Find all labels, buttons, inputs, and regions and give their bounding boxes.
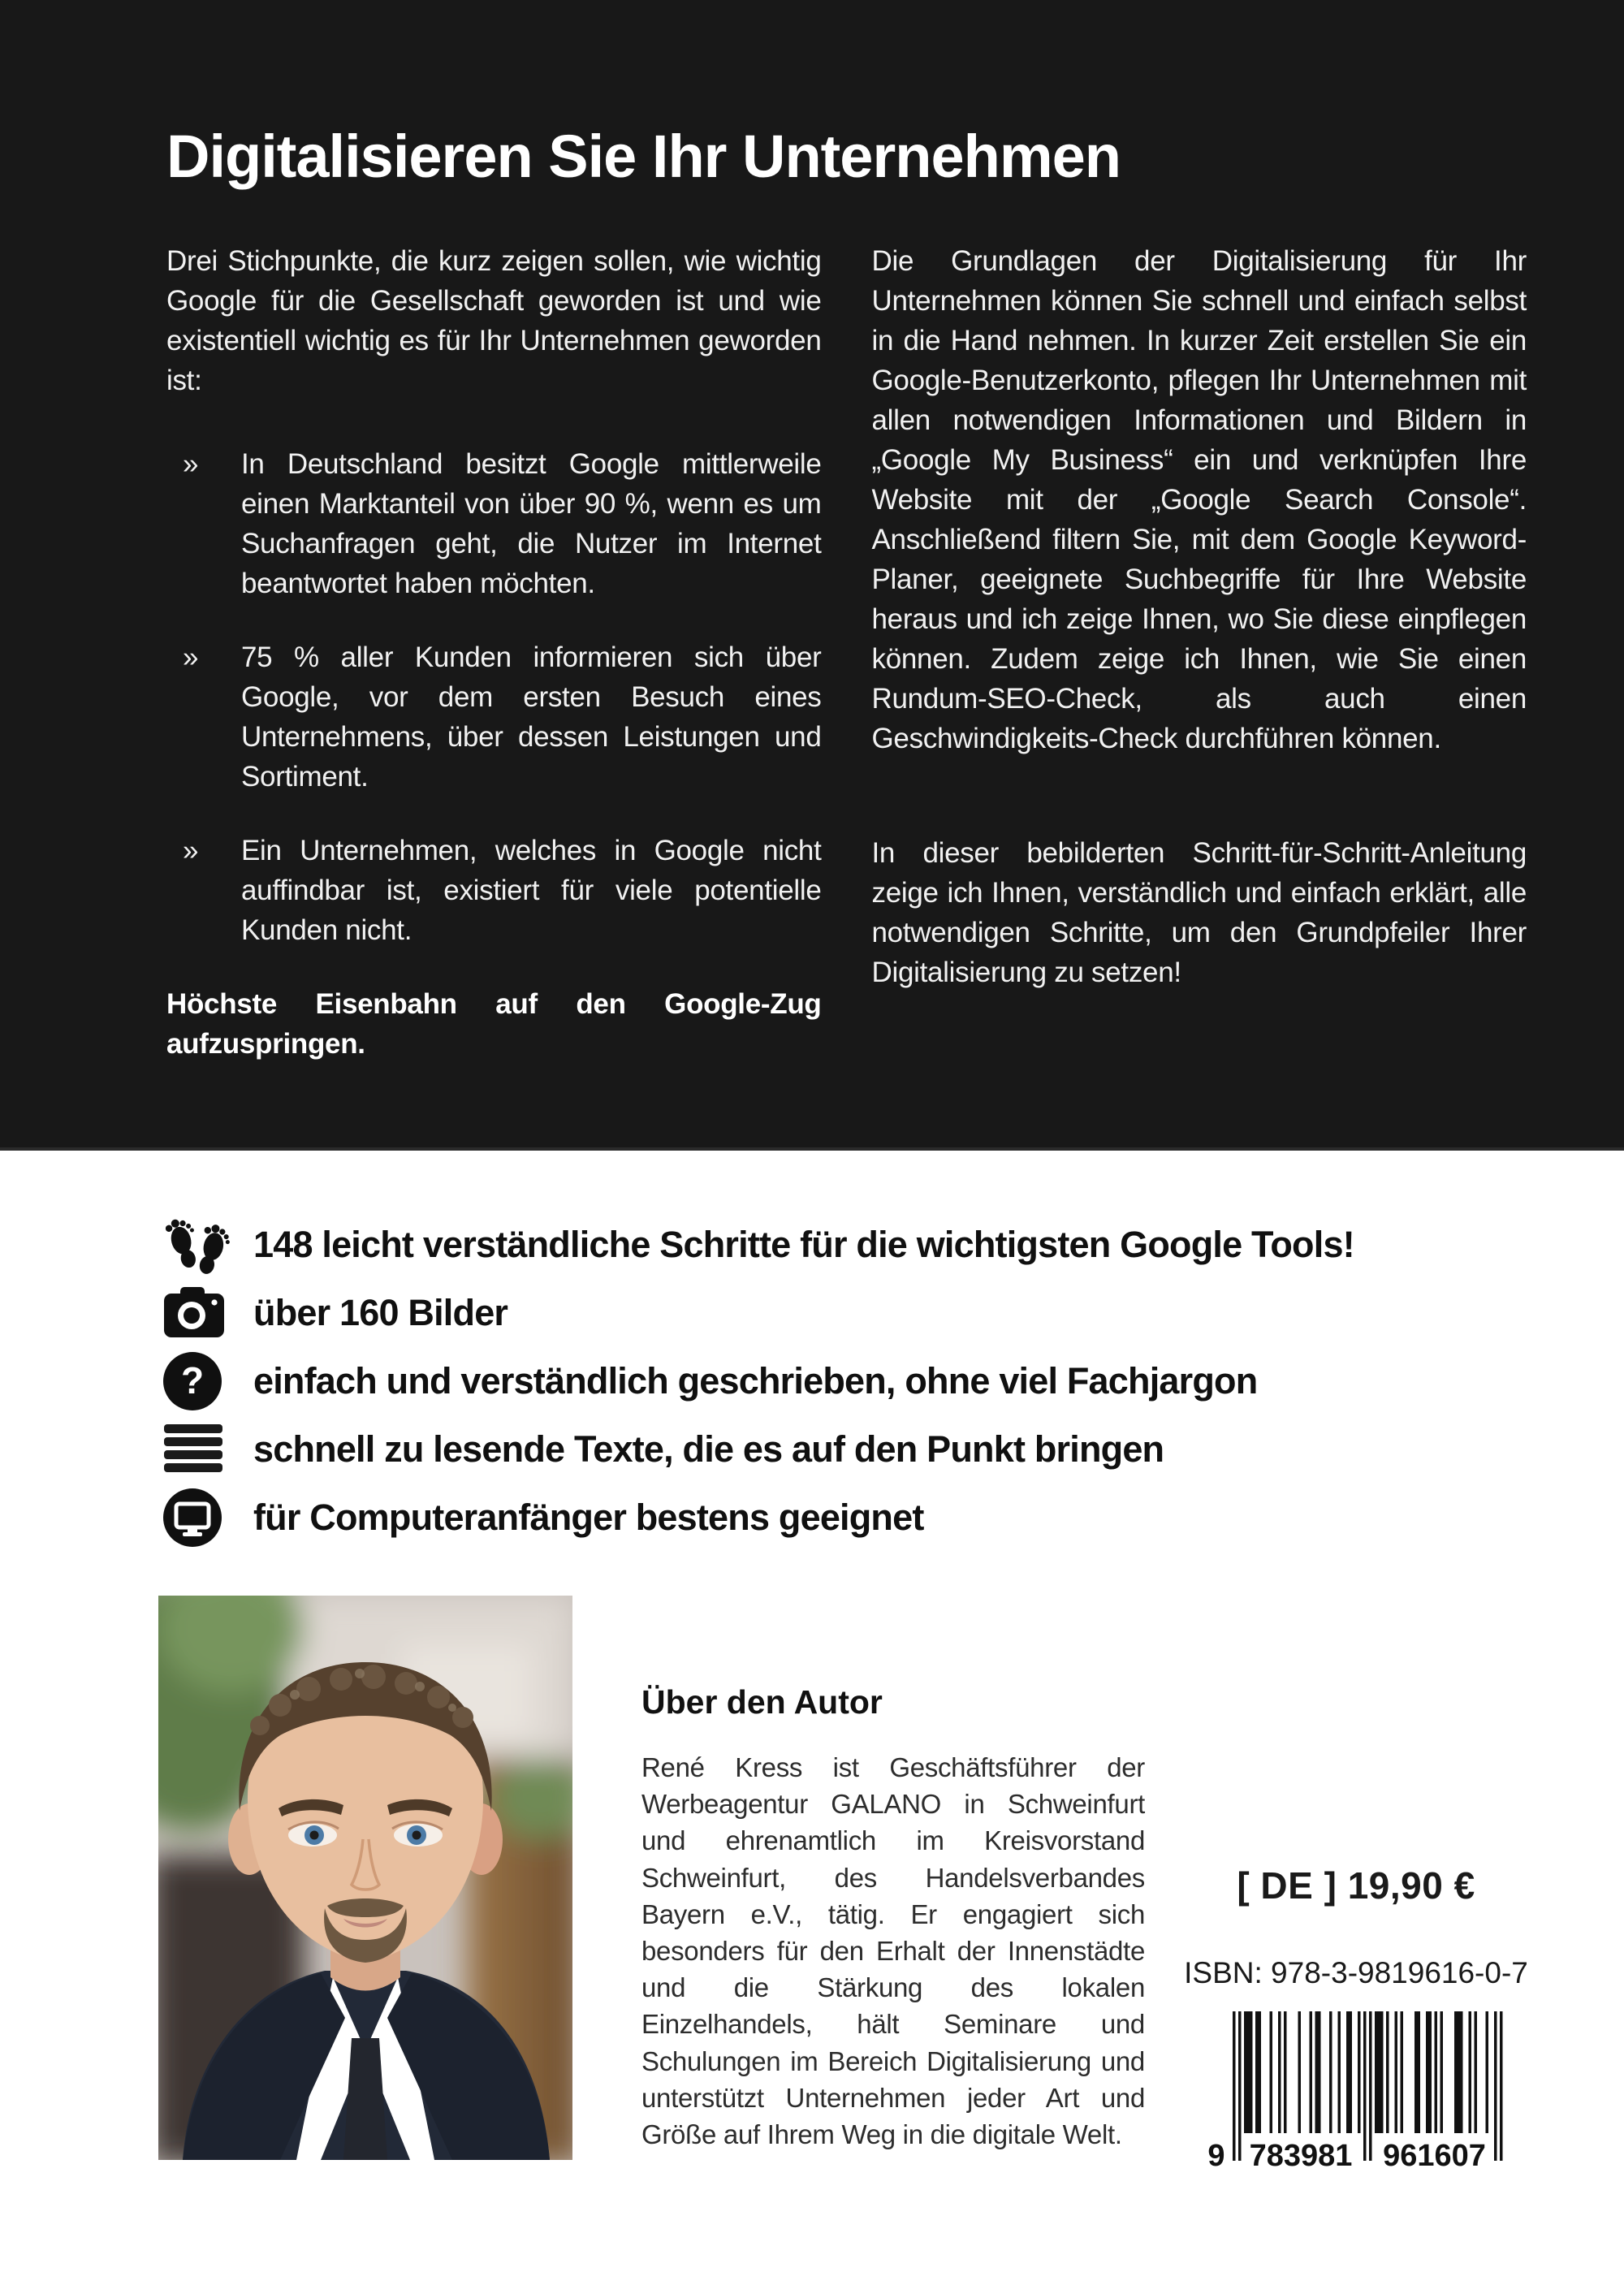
intro-paragraph: Drei Stichpunkte, die kurz zeigen sollen, wie wichtig Google für die Gesellschaft geworden ist und wie existentiell wichtig es für Ihr Unternehmen geworden ist: <box>166 245 822 396</box>
bullet-text: In Deutschland besitzt Google mittlerweile einen Marktanteil von über 90 %, wenn es um Suchanfragen geht, die Nutzer im Internet beantwortet haben möchten. <box>241 448 822 599</box>
monitor-icon <box>162 1488 253 1548</box>
svg-text:783981: 783981 <box>1249 2139 1353 2173</box>
bullet-marker: » <box>183 641 199 673</box>
bullet-list <box>166 444 822 950</box>
purchase-block <box>1177 1864 1535 2177</box>
closing-statement: Höchste Eisenbahn auf den Google-Zug aufzuspringen. <box>166 988 822 1060</box>
list-item <box>166 831 822 950</box>
author-bio-text: René Kress ist Geschäftsführer der Werbeagentur GALANO in Schweinfurt und ehrenamtlich im Kreisvorstand Schweinfurt, des Handelsverbandes Bayern e.V., tätig. Er engagiert sich besonders für den Erhalt der Innenstädte und die Stärkung des lokalen Einzelhandels, hält Seminare und Schulungen im Bereich Digitalisierung und unterstützt Unternehmen jeder Art und Größe auf Ihrem Weg in die digitale Welt. <box>641 1752 1145 2150</box>
feature-text: für Computeranfänger bestens geeignet <box>253 1497 924 1538</box>
author-section <box>0 1596 1624 2272</box>
feature-strip <box>0 1154 1624 1596</box>
footprints-icon <box>162 1211 253 1279</box>
feature-row <box>162 1211 1543 1279</box>
feature-text: 148 leicht verständliche Schritte für die wichtigsten Google Tools! <box>253 1224 1354 1265</box>
bullet-marker: » <box>183 835 199 866</box>
hero-right-column <box>872 241 1527 1064</box>
question-mark-icon <box>162 1351 253 1411</box>
bullet-text: Ein Unternehmen, welches in Google nicht auffindbar ist, existiert für viele potentielle Kunden nicht. <box>241 835 822 946</box>
author-heading: Über den Autor <box>641 1683 883 1721</box>
bullet-marker: » <box>183 448 199 480</box>
page-title: Digitalisieren Sie Ihr Unternehmen <box>166 123 1121 190</box>
feature-text: über 160 Bilder <box>253 1292 508 1333</box>
list-item <box>166 444 822 603</box>
hero-left-column <box>166 241 822 1064</box>
bullet-text: 75 % aller Kunden informieren sich über Google, vor dem ersten Besuch eines Unternehmens, über dessen Leistungen und Sortiment. <box>241 641 822 793</box>
isbn: ISBN: 978-3-9819616-0-7 <box>1184 1956 1528 1989</box>
text-lines-icon <box>162 1424 253 1475</box>
list-item <box>166 637 822 797</box>
camera-icon <box>162 1286 253 1340</box>
feature-text: schnell zu lesende Texte, die es auf den Punkt bringen <box>253 1428 1164 1470</box>
feature-row <box>162 1347 1543 1415</box>
svg-text:9: 9 <box>1207 2139 1225 2173</box>
right-paragraph-2: In dieser bebilderten Schritt-für-Schritt-Anleitung zeige ich Ihnen, verständlich und einfach erklärt, alle notwendigen Schritte, um den Grundpfeiler Ihrer Digitalisierung zu setzen! <box>871 837 1527 988</box>
feature-row <box>162 1415 1543 1484</box>
author-portrait-photo <box>158 1596 572 2160</box>
ean13-barcode <box>1177 2006 1535 2177</box>
hero-columns <box>166 241 1527 1064</box>
feature-text: einfach und verständlich geschrieben, ohne viel Fachjargon <box>253 1360 1258 1402</box>
author-bio-block <box>641 1683 1145 2179</box>
svg-text:?: ? <box>180 1359 205 1402</box>
right-paragraph-1: Die Grundlagen der Digitalisierung für Ihr Unternehmen können Sie schnell und einfach selbst in die Hand nehmen. In kurzer Zeit erstellen Sie ein Google-Benutzerkonto, pflegen Ihr Unternehmen mit allen notwendigen Informationen und Bildern in „Google My Business“ ein und verknüpfen Ihre Website mit der „Google Search Console“. Anschließend filtern Sie, mit dem Google Keyword-Planer, geeignete Suchbegriffe für Ihre Website heraus und ich zeige Ihnen, wo Sie diese einpflegen können. Zudem zeige ich Ihnen, wie Sie einen Rundum-SEO-Check, als auch einen Geschwindigkeits-Check durchführen können. <box>871 245 1527 754</box>
svg-text:961607: 961607 <box>1383 2139 1486 2173</box>
price: [ DE ] 19,90 € <box>1237 1864 1475 1907</box>
feature-row <box>162 1279 1543 1347</box>
feature-row <box>162 1484 1543 1552</box>
